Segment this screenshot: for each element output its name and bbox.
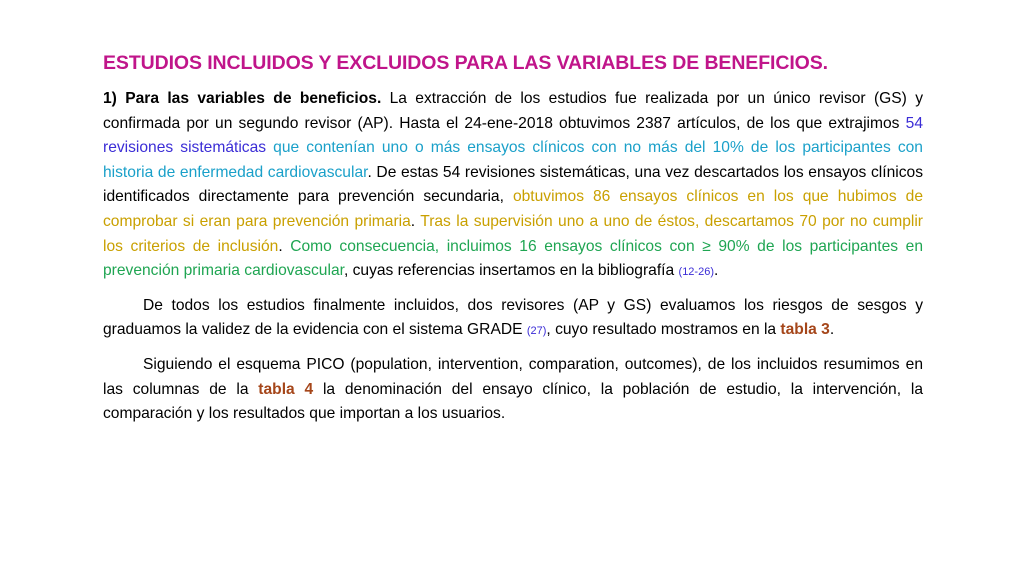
highlight-included-16: Como consecuencia, incluimos 16 ensayos clínicos con ≥ 90% de los participantes en prevención primaria cardiovascular bbox=[103, 237, 923, 280]
text-segment: Siguiendo el esquema PICO (population, intervention, comparation, outcomes), de los incluidos resumimos en las columnas de la bbox=[103, 355, 923, 398]
text-segment: , cuyo resultado mostramos en la bbox=[546, 321, 781, 339]
text-segment: . bbox=[829, 321, 835, 339]
highlight-discarded-70: Tras la supervisión uno a uno de éstos, descartamos 70 por no cumplir los criterios de inclusión bbox=[103, 212, 923, 255]
table-3-reference: tabla 3 bbox=[780, 321, 830, 339]
text-segment: De todos los estudios finalmente incluidos, dos revisores (AP y GS) evaluamos los riesgos de sesgos y graduamos la validez de la evidencia con el sistema GRADE bbox=[103, 296, 923, 339]
highlight-86-trials: obtuvimos 86 ensayos clínicos en los que hubimos de comprobar si eran para prevención primaria bbox=[103, 188, 923, 230]
text-segment: . bbox=[278, 237, 291, 255]
highlight-criteria: que contenían uno o más ensayos clínicos con no más del 10% de los participantes con historia de enfermedad cardiovascular bbox=[103, 139, 923, 181]
highlight-systematic-reviews: 54 revisiones sistemáticas bbox=[103, 114, 923, 157]
paragraph-lead: 1) Para las variables de beneficios. bbox=[103, 90, 382, 107]
reference-citation: (27) bbox=[526, 325, 547, 338]
text-segment: La extracción de los estudios fue realizada por un único revisor (GS) y confirmada por un segundo revisor (AP). Hasta el 24-ene-2018 obtuvimos 2387 artículos, de los que extrajimos bbox=[103, 90, 924, 132]
text-segment: la denominación del ensayo clínico, la población de estudio, la intervención, la comparación y los resultados que importan a los usuarios. bbox=[103, 380, 923, 423]
text-segment: , cuyas referencias insertamos en la bibliografía bbox=[343, 262, 679, 280]
text-segment: . bbox=[410, 212, 421, 230]
reference-citation: (12-26) bbox=[678, 266, 714, 279]
paragraph-benefits bbox=[103, 87, 923, 285]
text-segment: . bbox=[714, 262, 719, 280]
slide-title: ESTUDIOS INCLUIDOS Y EXCLUIDOS PARA LAS VARIABLES DE BENEFICIOS. bbox=[103, 52, 828, 74]
table-4-reference: tabla 4 bbox=[258, 380, 314, 398]
slide-content bbox=[103, 52, 923, 436]
text-segment: . De estas 54 revisiones sistemáticas, una vez descartados los ensayos clínicos identificados directamente para prevención secundaria, bbox=[103, 163, 923, 206]
paragraph-pico bbox=[103, 353, 923, 427]
paragraph-grade bbox=[103, 294, 923, 344]
